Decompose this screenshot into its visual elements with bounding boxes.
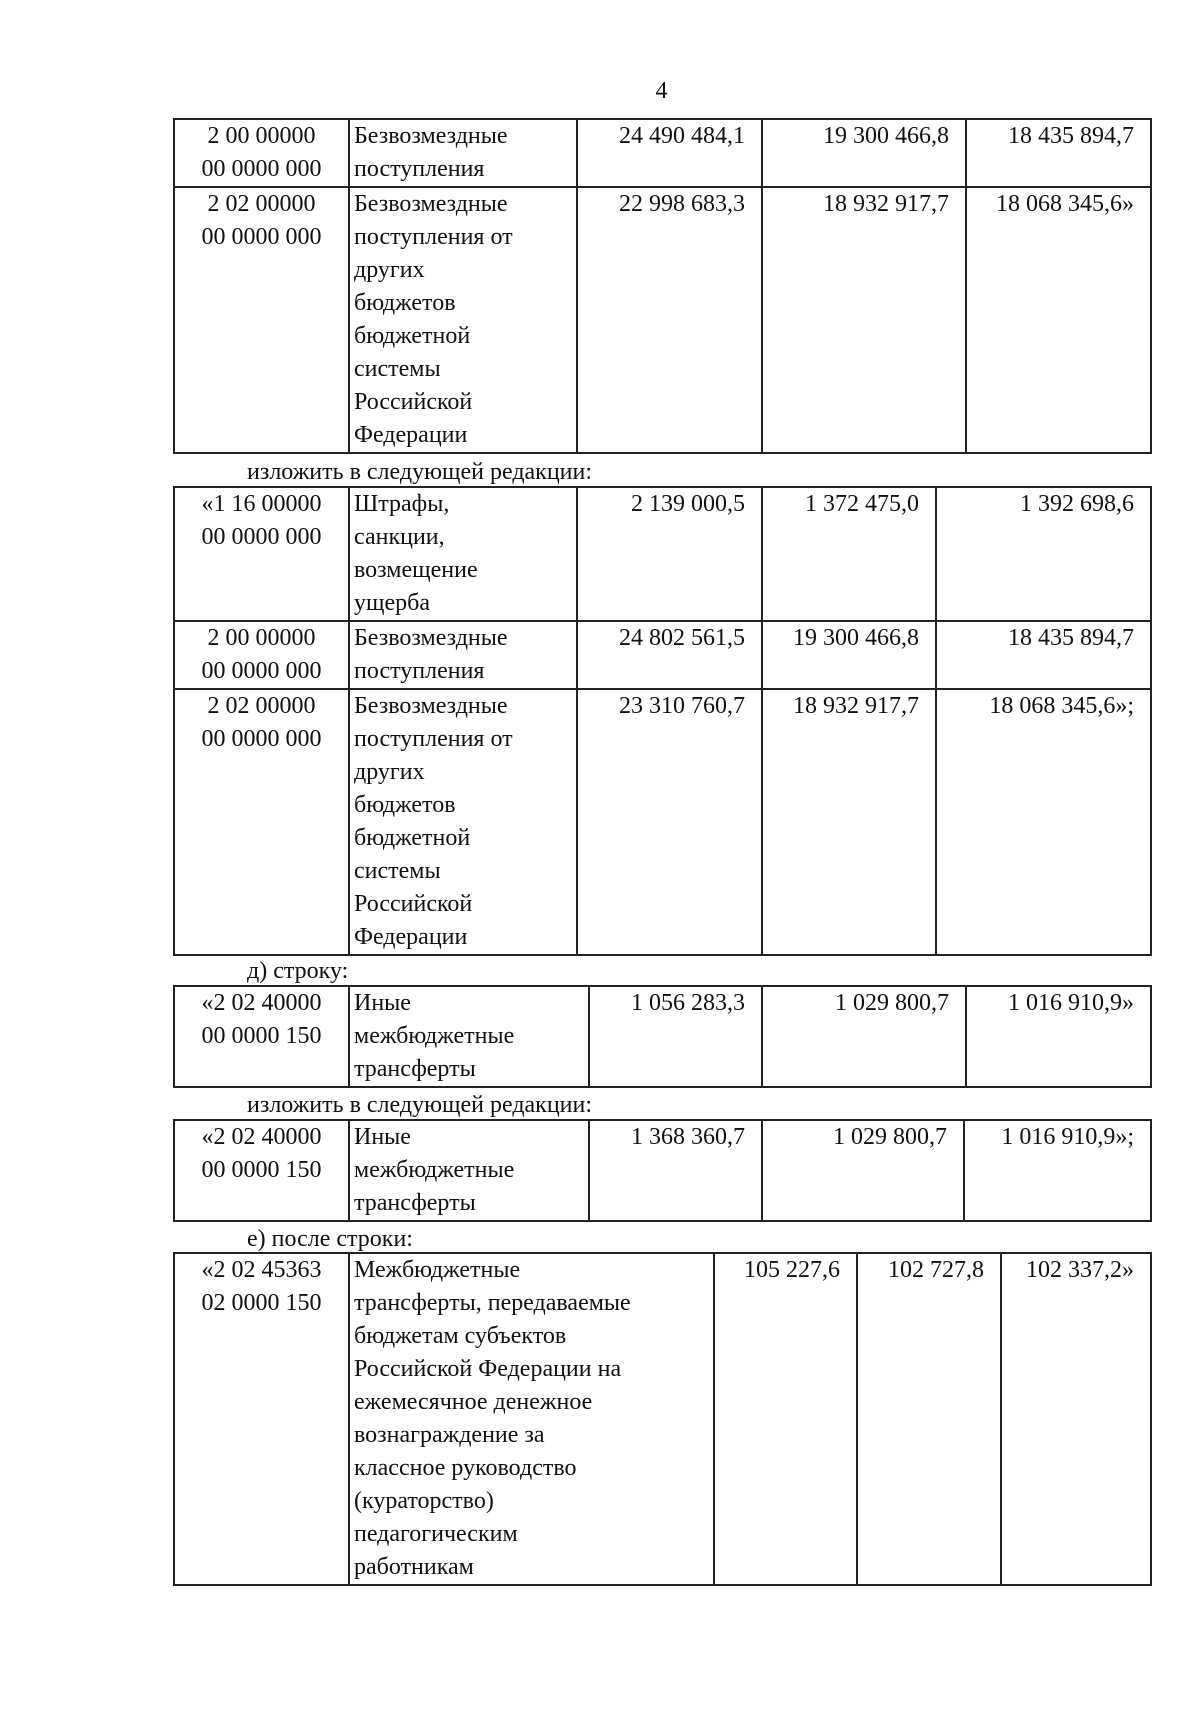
description-line: Межбюджетные bbox=[354, 1257, 521, 1283]
description-line: Безвозмездные bbox=[354, 625, 508, 651]
amount-cell-year-3: 18 068 345,6»; bbox=[936, 689, 1151, 955]
description-cell bbox=[349, 187, 577, 453]
description-line: санкции, bbox=[354, 524, 445, 550]
description-cell bbox=[349, 1120, 589, 1221]
description-line: Российской bbox=[354, 891, 473, 917]
amount-cell-year-3: 1 392 698,6 bbox=[936, 487, 1151, 621]
budget-code-line: «2 02 40000 bbox=[201, 990, 322, 1016]
description-line: поступления bbox=[354, 156, 485, 182]
amount-cell-year-1: 1 056 283,3 bbox=[589, 986, 762, 1087]
description-line: бюджетов bbox=[354, 792, 456, 818]
budget-code-line: 2 02 00000 bbox=[207, 693, 316, 719]
amount-cell-year-1: 24 490 484,1 bbox=[577, 119, 762, 187]
description-line: ущерба bbox=[354, 590, 430, 616]
budget-code-line: 2 00 00000 bbox=[207, 123, 316, 149]
amount-cell-year-1: 1 368 360,7 bbox=[589, 1120, 762, 1221]
transfers-table-new-edition bbox=[173, 1119, 1152, 1222]
description-line: Иные bbox=[354, 990, 411, 1016]
description-cell bbox=[349, 119, 577, 187]
budget-code-line: «2 02 40000 bbox=[201, 1124, 322, 1150]
description-line: Безвозмездные bbox=[354, 123, 508, 149]
description-line: бюджетам субъектов bbox=[354, 1323, 567, 1349]
table-row bbox=[174, 986, 1151, 1087]
description-line: бюджетной bbox=[354, 323, 471, 349]
budget-code-cell bbox=[174, 621, 349, 689]
table-row bbox=[174, 621, 1151, 689]
description-line: Федерации bbox=[354, 422, 468, 448]
amount-cell-year-2: 1 029 800,7 bbox=[762, 1120, 964, 1221]
description-line: других bbox=[354, 759, 425, 785]
table-row bbox=[174, 119, 1151, 187]
description-line: системы bbox=[354, 858, 441, 884]
transfers-table-original bbox=[173, 985, 1152, 1088]
amount-cell-year-2: 19 300 466,8 bbox=[762, 119, 966, 187]
amount-cell-year-3: 18 435 894,7 bbox=[936, 621, 1151, 689]
instruction-text: изложить в следующей редакции: bbox=[247, 1092, 593, 1118]
budget-code-line: 00 0000 000 bbox=[201, 524, 322, 550]
description-line: трансферты bbox=[354, 1190, 476, 1216]
table-row bbox=[174, 1253, 1151, 1585]
description-line: педагогическим bbox=[354, 1521, 518, 1547]
description-line: (кураторство) bbox=[354, 1488, 494, 1514]
description-line: межбюджетные bbox=[354, 1023, 515, 1049]
description-line: Российской bbox=[354, 389, 473, 415]
description-cell bbox=[349, 986, 589, 1087]
description-line: Безвозмездные bbox=[354, 191, 508, 217]
amount-cell-year-1: 24 802 561,5 bbox=[577, 621, 762, 689]
budget-code-line: 00 0000 150 bbox=[201, 1023, 322, 1049]
instruction-text: е) после строки: bbox=[247, 1226, 413, 1252]
description-line: Федерации bbox=[354, 924, 468, 950]
description-line: других bbox=[354, 257, 425, 283]
page-number: 4 bbox=[655, 78, 668, 104]
budget-code-cell bbox=[174, 1253, 349, 1585]
budget-code-line: 2 02 00000 bbox=[207, 191, 316, 217]
budget-code-line: 00 0000 000 bbox=[201, 658, 322, 684]
description-line: классное руководство bbox=[354, 1455, 577, 1481]
budget-code-cell bbox=[174, 689, 349, 955]
description-line: Российской Федерации на bbox=[354, 1356, 622, 1382]
budget-code-line: 02 0000 150 bbox=[201, 1290, 322, 1316]
budget-code-cell bbox=[174, 187, 349, 453]
amount-cell-year-3: 18 068 345,6» bbox=[966, 187, 1151, 453]
budget-code-line: 00 0000 150 bbox=[201, 1157, 322, 1183]
description-line: бюджетной bbox=[354, 825, 471, 851]
description-line: ежемесячное денежное bbox=[354, 1389, 593, 1415]
table-row bbox=[174, 689, 1151, 955]
amount-cell-year-1: 105 227,6 bbox=[714, 1253, 857, 1585]
description-line: поступления от bbox=[354, 726, 513, 752]
budget-code-line: 00 0000 000 bbox=[201, 726, 322, 752]
amount-cell-year-3: 102 337,2» bbox=[1001, 1253, 1151, 1585]
amount-cell-year-3: 1 016 910,9» bbox=[966, 986, 1151, 1087]
description-cell bbox=[349, 487, 577, 621]
table-row bbox=[174, 187, 1151, 453]
amount-cell-year-2: 18 932 917,7 bbox=[762, 689, 936, 955]
description-line: поступления bbox=[354, 658, 485, 684]
budget-table-new-edition bbox=[173, 486, 1152, 956]
amount-cell-year-2: 18 932 917,7 bbox=[762, 187, 966, 453]
amount-cell-year-3: 18 435 894,7 bbox=[966, 119, 1151, 187]
description-line: трансферты bbox=[354, 1056, 476, 1082]
instruction-text: изложить в следующей редакции: bbox=[247, 459, 593, 485]
amount-cell-year-1: 22 998 683,3 bbox=[577, 187, 762, 453]
description-line: бюджетов bbox=[354, 290, 456, 316]
budget-code-line: «1 16 00000 bbox=[201, 491, 322, 517]
description-line: работникам bbox=[354, 1554, 474, 1580]
budget-code-line: 00 0000 000 bbox=[201, 156, 322, 182]
budget-code-line: 00 0000 000 bbox=[201, 224, 322, 250]
budget-code-cell bbox=[174, 986, 349, 1087]
budget-code-cell bbox=[174, 119, 349, 187]
amount-cell-year-2: 102 727,8 bbox=[857, 1253, 1001, 1585]
amount-cell-year-1: 2 139 000,5 bbox=[577, 487, 762, 621]
description-line: Иные bbox=[354, 1124, 411, 1150]
budget-code-cell bbox=[174, 487, 349, 621]
description-line: Безвозмездные bbox=[354, 693, 508, 719]
budget-code-line: «2 02 45363 bbox=[201, 1257, 322, 1283]
description-cell bbox=[349, 1253, 714, 1585]
description-line: Штрафы, bbox=[354, 491, 450, 517]
budget-table-original bbox=[173, 118, 1152, 454]
amount-cell-year-3: 1 016 910,9»; bbox=[964, 1120, 1151, 1221]
description-line: вознаграждение за bbox=[354, 1422, 545, 1448]
description-line: системы bbox=[354, 356, 441, 382]
description-line: трансферты, передаваемые bbox=[354, 1290, 631, 1316]
description-line: возмещение bbox=[354, 557, 478, 583]
description-line: межбюджетные bbox=[354, 1157, 515, 1183]
instruction-text: д) строку: bbox=[247, 958, 349, 984]
amount-cell-year-2: 19 300 466,8 bbox=[762, 621, 936, 689]
amount-cell-year-2: 1 029 800,7 bbox=[762, 986, 966, 1087]
amount-cell-year-2: 1 372 475,0 bbox=[762, 487, 936, 621]
description-cell bbox=[349, 689, 577, 955]
table-row bbox=[174, 1120, 1151, 1221]
table-row bbox=[174, 487, 1151, 621]
budget-code-cell bbox=[174, 1120, 349, 1221]
description-line: поступления от bbox=[354, 224, 513, 250]
amount-cell-year-1: 23 310 760,7 bbox=[577, 689, 762, 955]
curatorship-transfers-table bbox=[173, 1252, 1152, 1586]
description-cell bbox=[349, 621, 577, 689]
budget-code-line: 2 00 00000 bbox=[207, 625, 316, 651]
